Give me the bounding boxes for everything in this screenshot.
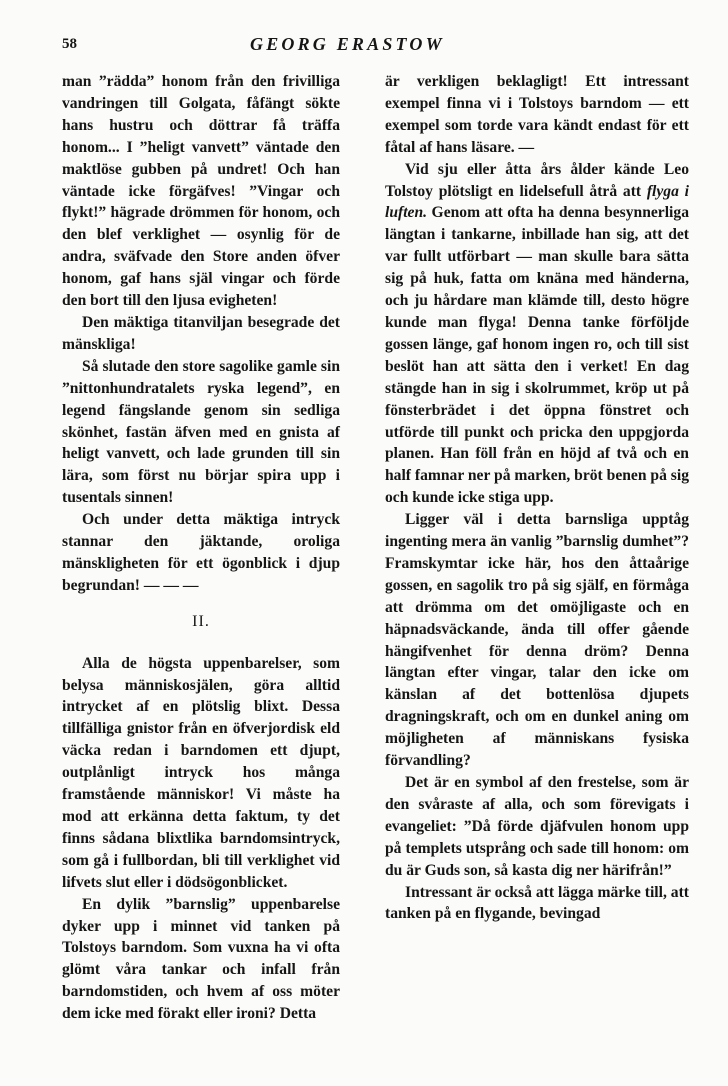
section-heading: II. [192,612,210,630]
running-title: GEORG ERASTOW [250,34,445,54]
paragraph: Alla de högsta uppenbarelser, som belysa människosjälen, göra alltid intrycket af en plötslig blixt. Dessa tillfälliga gnistor från en öfverjordisk eld väcka redan i barndomen ett djupt, outplånligt intryck hos många framstående människor! Vi måste ha mod att erkänna detta faktum, ty det finns sådana blixtlika barndomsintryck, som gå i fullbordan, bli till verklighet vid lifvets slut eller i dödsögonblicket. [62,654,340,891]
paragraph [385,159,689,510]
paragraph: man ”rädda” honom från den frivilliga vandringen till Golgata, fåfängt sökte hans hustru och döttrar få träffa honom... I ”heligt vanvett” väntade den maktlöse gubben på undret! Och han väntade icke förgäfves! ”Vingar och flykt!” hägrade drömmen för honom, och den blef verklighet — osynlig för de andra, sväfvade den Store anden öfver honom, gaf hans själ vingar och förde den bort till den ljusa evigheten! [62,73,340,310]
paragraph: Intressant är också att lägga märke till, att tanken på en flygande, bevingad [385,883,689,923]
paragraph: Ligger väl i detta barnsliga upptåg ingenting mera än vanlig ”barnslig dumhet”? Framskymtar icke här, hos den åttaårige gossen, en sagolik tro på sig själf, en förmåga att drömma om det omöjligaste och en häpnadsväckande, ända till offer gående hängifvenhet för denna dröm? Denna längtan efter vingar, talar den icke om känslan af det bottenlösa djupets dragningskraft, och om en dunkel aning om möjligheten af människans fysiska förvandling? [385,511,689,770]
paragraph: Det är en symbol af den frestelse, som är den svåraste af alla, och som förevigats i evangeliet: ”Då förde djäfvulen honom upp på templets utsprång och sade till honom: om du är Guds son, så kasta dig ner härifrån!” [385,774,689,879]
paragraph: är verkligen beklagligt! Ett intressant exempel finna vi i Tolstoys barndom — ett exempel som torde vara kändt endast för ett fåtal af hans läsare. — [385,73,689,156]
paragraph-text: Vid sju eller åtta års ålder kände Leo Tolstoy plötsligt en lidelsefull åtrå att [385,160,689,200]
italic-phrase: flyga i luften. [385,182,689,222]
paragraph: Så slutade den store sagolike gamle sin ”nittonhundratalets ryska legend”, en legend fängslande genom sin sedliga skönhet, fastän äfven med en gnista af heligt vanvett, och lade grunden till sin lära, som först nu börjar spira upp i tusentals sinnen! [62,357,340,507]
page-number: 58 [62,36,77,52]
right-column [385,71,689,925]
left-column [62,71,340,1025]
paragraph: En dylik ”barnslig” uppenbarelse dyker upp i minnet vid tanken på Tolstoys barndom. Som vuxna ha vi ofta glömt våra tankar och infall från barndomstiden, och hvem af oss möter dem icke med förakt eller ironi? Detta [62,895,340,1023]
paragraph: Den mäktiga titanviljan besegrade det mänskliga! [62,313,340,353]
paragraph: Och under detta mäktiga intryck stannar den jäktande, oroliga mänskligheten för ett ögonblick i djup begrundan! — — — [62,511,340,594]
paragraph-text: Genom att ofta ha denna besynnerliga längtan i tankarne, inbillade han sig, att det var fullt utförbart — man skulle bara sätta sig på huk, fatta om knäna med händerna, och ju hårdare man klämde till, desto högre kunde man flyga! Denna tanke förföljde gossen länge, gaf honom ingen ro, och till sist beslöt han att sätta den i verket! En dag stängde han in sig i skolrummet, kröp ut på fönsterbrädet i det öppna fönstret och utförde till punkt och pricka den uppgjorda planen. Han föll från en höjd af två och en half famnar ner på marken, bröt benen på sig och kunde icke stiga upp. [385,204,689,507]
page-header [0,36,728,60]
